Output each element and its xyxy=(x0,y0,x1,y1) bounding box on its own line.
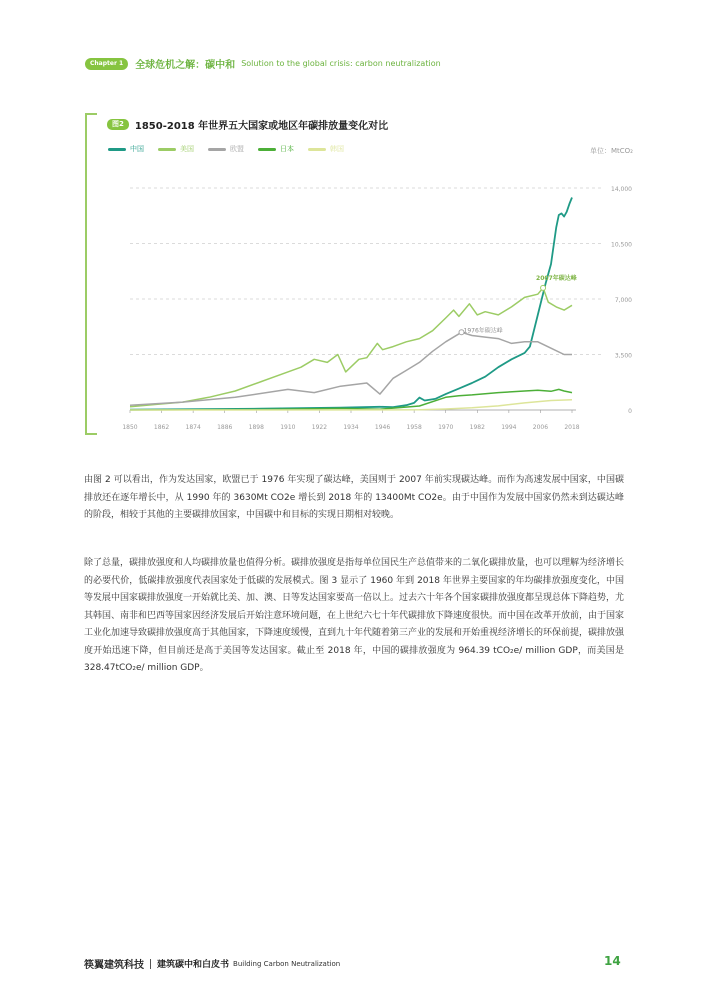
y-tick-label: 10,500 xyxy=(611,241,632,249)
legend-swatch xyxy=(258,148,276,151)
legend-swatch xyxy=(108,148,126,151)
footer-title-en: Building Carbon Neutralization xyxy=(233,959,341,968)
x-tick-label: 1958 xyxy=(406,424,422,431)
x-tick-label: 1874 xyxy=(185,424,201,431)
x-tick-label: 1982 xyxy=(469,424,485,431)
legend-swatch xyxy=(208,148,226,151)
chart-legend xyxy=(108,144,358,154)
legend-item-2 xyxy=(208,144,244,154)
chapter-title-en: Solution to the global crisis: carbon neutralization xyxy=(241,59,441,68)
y-tick-label: 0 xyxy=(628,408,632,415)
legend-item-0 xyxy=(108,144,144,154)
legend-label: 欧盟 xyxy=(230,145,244,153)
footer-divider xyxy=(150,959,151,969)
legend-swatch xyxy=(158,148,176,151)
annotation-label-1: 1976年碳达峰 xyxy=(463,327,503,335)
x-tick-label: 1850 xyxy=(122,424,138,431)
legend-item-3 xyxy=(258,144,294,154)
x-tick-label: 1994 xyxy=(501,424,517,431)
chapter-badge: Chapter 1 xyxy=(85,58,128,70)
x-tick-label: 2018 xyxy=(564,424,580,431)
footer-brand: 筷翼建筑科技 xyxy=(84,960,144,971)
footer-title-cn: 建筑碳中和白皮书 xyxy=(157,960,230,970)
figure-frame-bracket xyxy=(85,113,97,435)
x-tick-label: 2006 xyxy=(532,424,549,431)
series-line-0 xyxy=(130,198,572,410)
x-tick-label: 1910 xyxy=(280,424,296,431)
annotation-marker-0 xyxy=(541,285,546,290)
legend-swatch xyxy=(308,148,326,151)
page-header xyxy=(85,56,441,71)
legend-label: 日本 xyxy=(280,145,294,153)
paragraph-1: 由图 2 可以看出，作为发达国家，欧盟已于 1976 年实现了碳达峰，美国则于 2007 年前实现碳达峰。而作为高速发展中国家，中国碳排放还在逐年增长中，从 1990 年的 3630Mt CO2e 增长到 2018 年的 13400Mt CO2e。由于中国作为发展中国家仍然未到达碳达峰的阶段，相较于其他的主要碳排放国家，中国碳中和目标的实现日期相对较晚。 xyxy=(84,475,624,520)
y-tick-label: 14,000 xyxy=(611,186,632,193)
legend-label: 美国 xyxy=(180,145,194,153)
y-tick-label: 7,000 xyxy=(614,297,632,304)
chart-unit-label: 单位：MtCO₂ xyxy=(590,147,633,155)
emissions-line-chart xyxy=(100,170,640,440)
figure-title xyxy=(107,117,388,132)
x-tick-label: 1922 xyxy=(311,424,328,431)
legend-label: 中国 xyxy=(130,145,144,153)
chapter-title-cn: 全球危机之解：碳中和 xyxy=(135,60,236,71)
page-footer xyxy=(84,956,340,971)
x-tick-label: 1934 xyxy=(343,424,359,431)
x-tick-label: 1898 xyxy=(248,424,264,431)
series-line-2 xyxy=(130,332,572,405)
x-tick-label: 1946 xyxy=(374,424,391,431)
figure-badge: 图2 xyxy=(107,119,129,130)
y-tick-label: 3,500 xyxy=(614,352,632,360)
x-tick-label: 1886 xyxy=(217,424,233,431)
paragraph-2: 除了总量，碳排放强度和人均碳排放量也值得分析。碳排放强度是指每单位国民生产总值带来的二氧化碳排放量，也可以理解为经济增长的必要代价，低碳排放强度代表国家处于低碳的发展模式。图 3 显示了 1960 年到 2018 年世界主要国家的年均碳排放强度变化，中国等发展中国家碳排放强度一开始就比美、加、澳、日等发达国家要高一倍以上。过去六十年各个国家碳排放强度都呈现总体下降趋势，尤其韩国、南非和巴西等国家因经济发展后开始注意环境问题，在上世纪六七十年代碳排放下降速度很快。而中国在改革开放前，由于国家工业化加速导致碳排放强度高于其他国家，下降速度缓慢，直到九十年代随着第三产业的发展和开始重视经济增长的环保前提，碳排放强度开始迅速下降，但目前还是高于美国等发达国家。截止至 2018 年，中国的碳排放强度为 964.39 tCO₂e/ million GDP，而美国是 328.47tCO₂e/ million GDP。 xyxy=(84,558,625,673)
legend-item-1 xyxy=(158,144,194,154)
legend-item-4 xyxy=(308,144,344,154)
x-tick-label: 1862 xyxy=(153,424,170,431)
series-line-1 xyxy=(130,288,572,407)
legend-label: 韩国 xyxy=(330,145,344,153)
figure-title-text: 1850-2018 年世界五大国家或地区年碳排放量变化对比 xyxy=(134,121,389,132)
page-number: 14 xyxy=(604,954,621,968)
annotation-label-0: 2007年碳达峰 xyxy=(536,274,577,282)
x-tick-label: 1970 xyxy=(438,424,454,431)
